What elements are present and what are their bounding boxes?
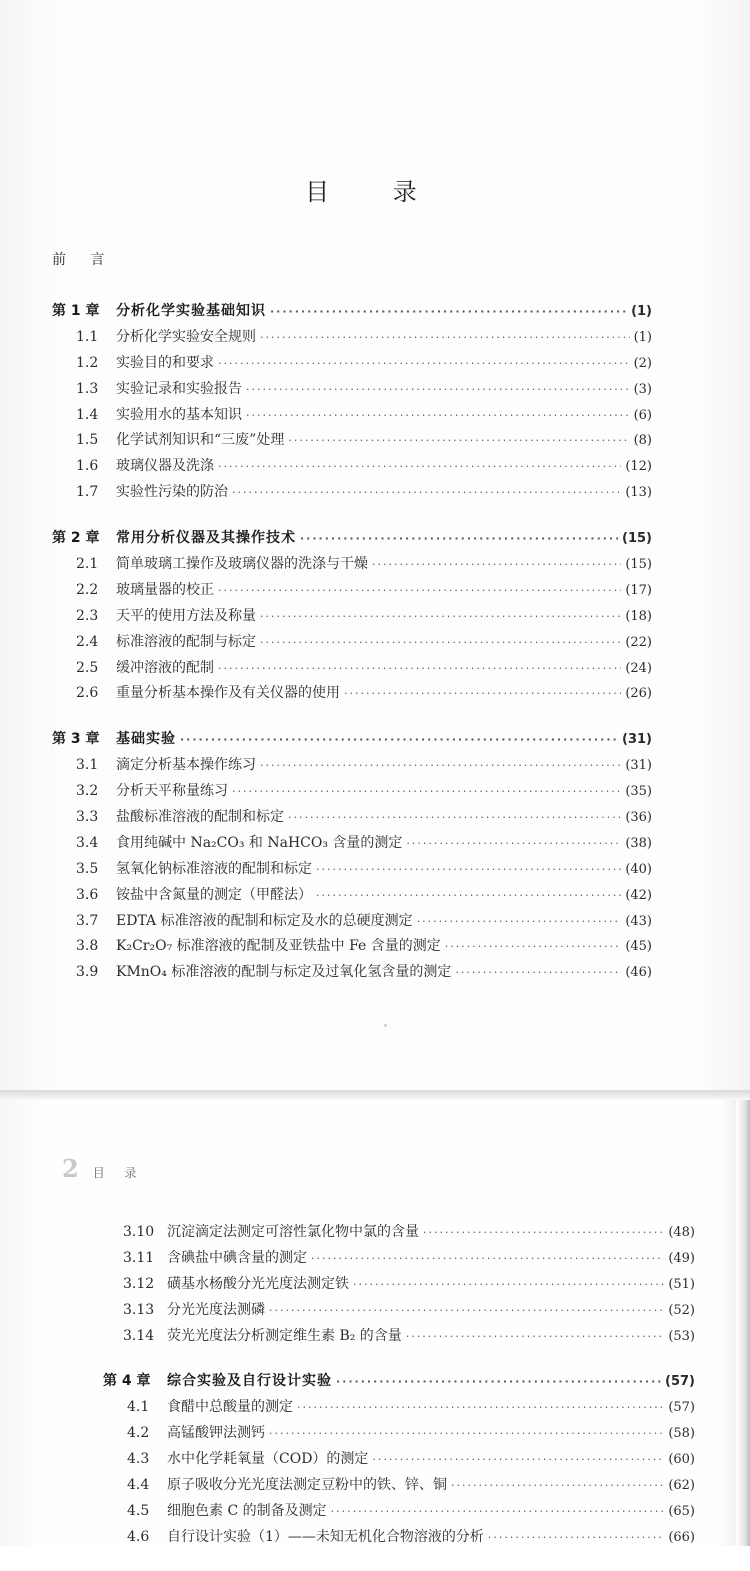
dot-leader bbox=[300, 526, 618, 552]
section-entry bbox=[52, 831, 652, 857]
dot-leader bbox=[316, 857, 621, 883]
dot-leader bbox=[232, 480, 621, 506]
dot-leader bbox=[288, 805, 621, 831]
section-title: 食用纯碱中 Na₂CO₃ 和 NaHCO₃ 含量的测定 bbox=[116, 834, 403, 851]
dot-leader bbox=[353, 1272, 664, 1298]
section-number: 4.4 bbox=[127, 1477, 150, 1494]
dot-leader bbox=[218, 351, 630, 377]
section-entry bbox=[52, 325, 652, 351]
section-number: 1.5 bbox=[76, 432, 99, 449]
section-entry bbox=[103, 1447, 695, 1473]
chapter-title: 常用分析仪器及其操作技术 bbox=[116, 530, 296, 547]
section-entry bbox=[52, 681, 652, 707]
section-number: 3.9 bbox=[76, 964, 99, 981]
section-number: 2.4 bbox=[76, 633, 99, 650]
section-entry bbox=[52, 552, 652, 578]
dot-leader bbox=[336, 1369, 661, 1395]
section-number: 3.5 bbox=[76, 860, 99, 877]
dot-leader bbox=[218, 656, 621, 682]
chapter-block bbox=[103, 1369, 695, 1550]
section-title: 盐酸标准溶液的配制和标定 bbox=[116, 809, 284, 826]
section-title: 实验记录和实验报告 bbox=[116, 380, 242, 397]
section-entry bbox=[103, 1421, 695, 1447]
section-number: 1.6 bbox=[76, 458, 99, 475]
page-number: (18) bbox=[625, 608, 652, 624]
dot-leader bbox=[218, 454, 621, 480]
section-title: 水中化学耗氧量（COD）的测定 bbox=[167, 1451, 369, 1468]
page-number: (65) bbox=[668, 1503, 695, 1519]
section-entry bbox=[52, 753, 652, 779]
section-entry bbox=[52, 883, 652, 909]
dot-leader bbox=[269, 1298, 664, 1324]
table-of-contents-continued bbox=[103, 1220, 695, 1571]
section-number: 4.6 bbox=[127, 1528, 150, 1545]
paper-speck bbox=[384, 1024, 387, 1027]
section-entry bbox=[103, 1220, 695, 1246]
section-number: 3.12 bbox=[123, 1275, 155, 1292]
section-title: KMnO₄ 标准溶液的配制与标定及过氧化氢含量的测定 bbox=[116, 964, 452, 981]
section-number: 3.4 bbox=[76, 834, 99, 851]
page-edge-shadow bbox=[736, 1100, 750, 1546]
chapter-block bbox=[52, 299, 652, 506]
section-entry bbox=[103, 1272, 695, 1298]
section-entry bbox=[103, 1246, 695, 1272]
dot-leader bbox=[488, 1525, 664, 1551]
section-entry bbox=[52, 779, 652, 805]
section-title: 实验目的和要求 bbox=[116, 354, 214, 371]
section-title: 含碘盐中碘含量的测定 bbox=[167, 1249, 307, 1266]
dot-leader bbox=[372, 552, 621, 578]
dot-leader bbox=[451, 1473, 664, 1499]
page-number: (12) bbox=[625, 459, 652, 475]
section-title: 自行设计实验（1）——未知无机化合物溶液的分析 bbox=[167, 1528, 484, 1545]
page-number: (46) bbox=[625, 965, 652, 981]
page-number: (24) bbox=[625, 660, 652, 676]
dot-leader bbox=[455, 960, 621, 986]
section-title: 玻璃仪器及洗涤 bbox=[116, 458, 214, 475]
chapter-number: 第 4 章 bbox=[103, 1373, 151, 1390]
page-number: (58) bbox=[668, 1426, 695, 1442]
running-title: 目 录 bbox=[92, 1166, 145, 1180]
chapter-entry bbox=[52, 526, 652, 552]
page-number: (49) bbox=[668, 1250, 695, 1266]
section-number: 3.2 bbox=[76, 783, 99, 800]
section-entry bbox=[52, 480, 652, 506]
dot-leader bbox=[269, 1421, 664, 1447]
section-number: 4.3 bbox=[127, 1451, 150, 1468]
section-title: K₂Cr₂O₇ 标准溶液的配制及亚铁盐中 Fe 含量的测定 bbox=[116, 938, 441, 955]
chapter-number: 第 1 章 bbox=[52, 303, 100, 319]
page-number: (66) bbox=[668, 1529, 695, 1545]
page-number: (31) bbox=[622, 732, 652, 748]
page-number: (60) bbox=[668, 1452, 695, 1468]
section-entry bbox=[103, 1473, 695, 1499]
page-number: (2) bbox=[633, 355, 652, 371]
section-entry bbox=[52, 604, 652, 630]
dot-leader bbox=[372, 1447, 664, 1473]
dot-leader bbox=[246, 403, 630, 429]
section-number: 1.3 bbox=[76, 380, 99, 397]
table-of-contents bbox=[52, 299, 652, 1006]
chapter-entry bbox=[103, 1369, 695, 1395]
section-entry bbox=[52, 909, 652, 935]
section-number: 3.1 bbox=[76, 757, 99, 774]
dot-leader bbox=[260, 604, 621, 630]
page-number: (36) bbox=[625, 810, 652, 826]
section-title: 标准溶液的配制与标定 bbox=[116, 633, 256, 650]
chapter-number: 第 3 章 bbox=[52, 731, 100, 748]
page-number: (43) bbox=[625, 913, 652, 929]
page-number: (17) bbox=[625, 582, 652, 598]
page-number: (26) bbox=[625, 686, 652, 702]
section-entry bbox=[52, 630, 652, 656]
section-title: 实验用水的基本知识 bbox=[116, 406, 242, 423]
dot-leader bbox=[344, 681, 621, 707]
section-entry bbox=[103, 1395, 695, 1421]
chapter-block bbox=[52, 727, 652, 986]
page-number: (13) bbox=[625, 485, 652, 501]
section-title: 磺基水杨酸分光光度法测定铁 bbox=[167, 1275, 349, 1292]
running-page-number: 2 bbox=[62, 1154, 79, 1183]
section-number: 1.1 bbox=[76, 328, 99, 345]
chapter-title: 分析化学实验基础知识 bbox=[116, 303, 266, 319]
page-number: (57) bbox=[665, 1374, 695, 1390]
page-number: (8) bbox=[633, 433, 652, 449]
page-number: (40) bbox=[625, 861, 652, 877]
page-title: 目 录 bbox=[305, 178, 445, 206]
section-number: 3.6 bbox=[76, 886, 99, 903]
section-title: 铵盐中含氮量的测定（甲醛法） bbox=[116, 886, 312, 903]
dot-leader bbox=[423, 1220, 664, 1246]
section-entry bbox=[52, 454, 652, 480]
section-title: 缓冲溶液的配制 bbox=[116, 659, 214, 676]
chapter-number: 第 2 章 bbox=[52, 530, 100, 547]
section-title: 化学试剂知识和“三废”处理 bbox=[116, 432, 285, 449]
page-number: (52) bbox=[668, 1302, 695, 1318]
section-title: 玻璃量器的校正 bbox=[116, 581, 214, 598]
dot-leader bbox=[311, 1246, 664, 1272]
chapter-title: 基础实验 bbox=[116, 731, 176, 748]
section-title: EDTA 标准溶液的配制和标定及水的总硬度测定 bbox=[116, 912, 413, 929]
dot-leader bbox=[417, 909, 622, 935]
section-title: 氢氧化钠标准溶液的配制和标定 bbox=[116, 860, 312, 877]
section-number: 3.14 bbox=[123, 1327, 155, 1344]
section-number: 4.1 bbox=[127, 1399, 150, 1416]
page-number: (6) bbox=[633, 407, 652, 423]
section-title: 重量分析基本操作及有关仪器的使用 bbox=[116, 685, 340, 702]
dot-leader bbox=[232, 779, 621, 805]
section-number: 2.2 bbox=[76, 581, 99, 598]
dot-leader bbox=[180, 727, 618, 753]
section-title: 沉淀滴定法测定可溶性氯化物中氯的含量 bbox=[167, 1224, 419, 1240]
chapter-entry bbox=[52, 727, 652, 753]
section-number: 1.7 bbox=[76, 484, 99, 501]
section-number: 2.5 bbox=[76, 659, 99, 676]
section-number: 1.2 bbox=[76, 354, 99, 371]
page-number: (35) bbox=[625, 784, 652, 800]
dot-leader bbox=[218, 578, 621, 604]
chapter-title: 综合实验及自行设计实验 bbox=[167, 1373, 332, 1390]
dot-leader bbox=[260, 630, 621, 656]
dot-leader bbox=[406, 831, 621, 857]
section-number: 2.1 bbox=[76, 556, 99, 573]
section-title: 滴定分析基本操作练习 bbox=[116, 757, 256, 774]
section-title: 分光光度法测磷 bbox=[167, 1301, 265, 1318]
section-entry bbox=[52, 934, 652, 960]
page-number: (42) bbox=[625, 887, 652, 903]
section-title: 分析化学实验安全规则 bbox=[116, 328, 256, 345]
dot-leader bbox=[406, 1324, 665, 1350]
section-entry bbox=[52, 656, 652, 682]
section-entry bbox=[52, 578, 652, 604]
page-number: (3) bbox=[633, 381, 652, 397]
section-entry bbox=[52, 428, 652, 454]
section-title: 天平的使用方法及称量 bbox=[116, 607, 256, 624]
page-number: (48) bbox=[668, 1225, 695, 1240]
section-title: 荧光光度法分析测定维生素 B₂ 的含量 bbox=[167, 1327, 402, 1344]
page-number: (51) bbox=[668, 1276, 695, 1292]
section-entry bbox=[103, 1298, 695, 1324]
page-number: (15) bbox=[622, 531, 652, 547]
dot-leader bbox=[246, 377, 630, 403]
section-entry bbox=[52, 351, 652, 377]
chapter-entry bbox=[52, 299, 652, 325]
page-number: (1) bbox=[631, 304, 652, 319]
section-entry bbox=[52, 377, 652, 403]
section-number: 3.13 bbox=[123, 1301, 155, 1318]
section-number: 3.11 bbox=[123, 1249, 155, 1266]
section-entry bbox=[103, 1324, 695, 1350]
dot-leader bbox=[445, 934, 622, 960]
page-number: (45) bbox=[625, 939, 652, 955]
section-entry bbox=[103, 1499, 695, 1525]
section-number: 1.4 bbox=[76, 406, 99, 423]
chapter-block bbox=[52, 526, 652, 707]
section-title: 高锰酸钾法测钙 bbox=[167, 1425, 265, 1442]
dot-leader bbox=[260, 325, 630, 351]
section-title: 简单玻璃工操作及玻璃仪器的洗涤与干燥 bbox=[116, 556, 368, 573]
section-number: 4.2 bbox=[127, 1425, 150, 1442]
page-number: (62) bbox=[668, 1478, 695, 1494]
section-number: 2.6 bbox=[76, 685, 99, 702]
section-number: 3.3 bbox=[76, 809, 99, 826]
section-number: 4.5 bbox=[127, 1502, 150, 1519]
section-title: 分析天平称量练习 bbox=[116, 783, 228, 800]
section-number: 3.8 bbox=[76, 938, 99, 955]
section-title: 原子吸收分光光度法测定豆粉中的铁、锌、铜 bbox=[167, 1477, 447, 1494]
section-title: 细胞色素 C 的制备及测定 bbox=[167, 1502, 327, 1519]
page-number: (38) bbox=[625, 835, 652, 851]
page-number: (1) bbox=[633, 329, 652, 345]
page-number: (53) bbox=[668, 1328, 695, 1344]
section-title: 实验性污染的防治 bbox=[116, 484, 228, 501]
dot-leader bbox=[260, 753, 621, 779]
dot-leader bbox=[331, 1499, 665, 1525]
preface-entry: 前 言 bbox=[52, 252, 115, 268]
dot-leader bbox=[297, 1395, 664, 1421]
section-title: 食醋中总酸量的测定 bbox=[167, 1399, 293, 1416]
dot-leader bbox=[288, 428, 629, 454]
chapter-block-continued bbox=[103, 1220, 695, 1349]
section-number: 3.10 bbox=[123, 1224, 155, 1240]
section-number: 3.7 bbox=[76, 912, 99, 929]
dot-leader bbox=[316, 883, 621, 909]
dot-leader bbox=[270, 299, 627, 325]
section-entry bbox=[52, 805, 652, 831]
page-number: (22) bbox=[625, 634, 652, 650]
section-entry bbox=[52, 857, 652, 883]
running-header bbox=[62, 1154, 145, 1183]
page-number: (15) bbox=[625, 557, 652, 573]
section-entry bbox=[52, 960, 652, 986]
section-entry bbox=[52, 403, 652, 429]
section-entry bbox=[103, 1525, 695, 1551]
page-number: (57) bbox=[668, 1400, 695, 1416]
page-number: (31) bbox=[625, 758, 652, 774]
section-number: 2.3 bbox=[76, 607, 99, 624]
